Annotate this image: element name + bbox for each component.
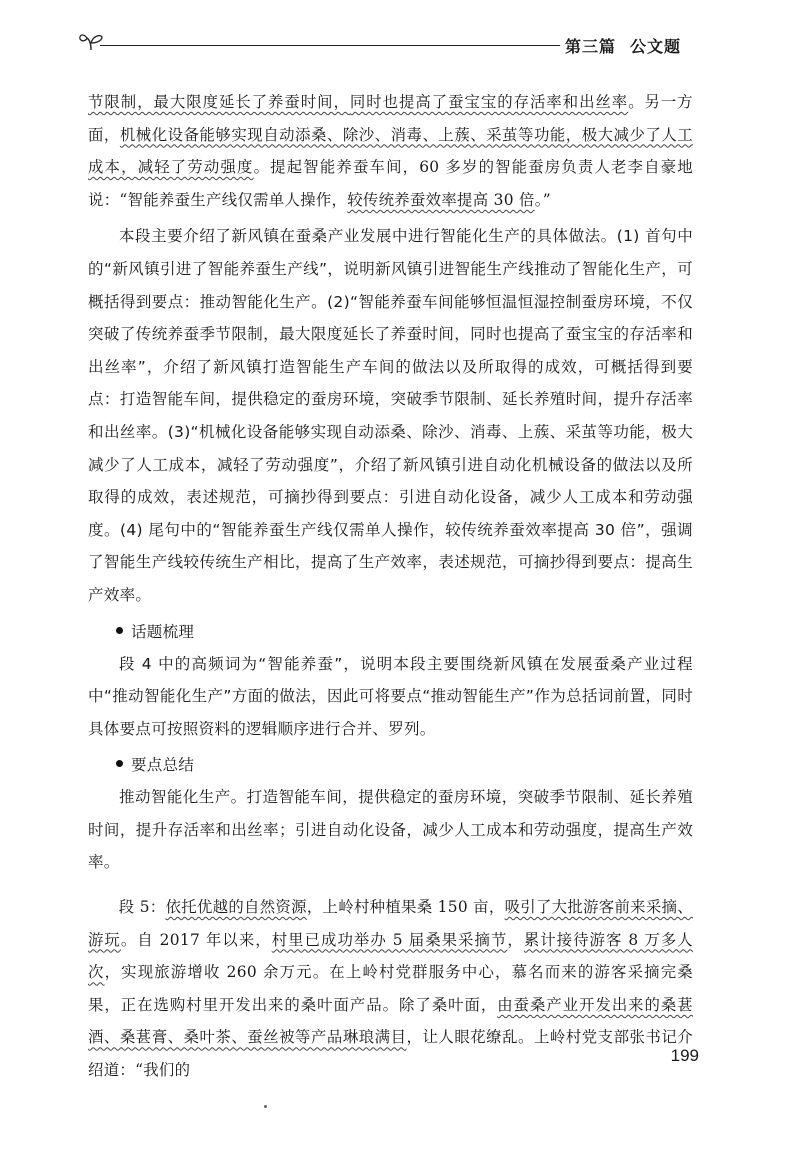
underlined-phrase: 节限制，最大限度延长了养蚕时间， [88,93,350,111]
heading-key-points: 要点总结 [116,749,693,781]
paragraph-topic-sorting: 段 4 中的高频词为“智能养蚕”，说明本段主要围绕新风镇在发展蚕桑产业过程中“推动智能化生产”方面的做法，因此可将要点“推动智能生产”作为总括词前置，同时具体要点可按照资料的逻辑顺序进行合并、罗列。 [88,654,693,738]
underlined-phrase: 机械化设备能够实现自动添桑、除沙、消毒、上蔟、采茧等功能，极大减少了人工成本， [88,125,693,177]
header-section: 第三篇 [565,37,617,56]
underlined-phrase: 累计接待游客 8 万多人次 [88,930,693,982]
bullet-icon [116,627,123,634]
underlined-phrase: 村里已成功举办 5 届桑果采摘节 [271,930,508,949]
paragraph-analysis: 本段主要介绍了新风镇在蚕桑产业发展中进行智能化生产的具体做法。(1) 首句中的“新风镇引进了智能养蚕生产线”，说明新风镇引进智能生产线推动了智能化生产，可概括得到要点：推动智能化生产。(2)“智能养蚕车间能够恒温恒湿控制蚕房环境，不仅突破了传统养蚕季节限制，最大限度延长了养蚕时间，同时也提高了蚕宝宝的存活率和出丝率”，介绍了新风镇打造智能生产车间的做法以及所取得的成效，可概括得到要点：打造智能车间，提供稳定的蚕房环境，突破季节限制、延长养殖时间，提升存活率和出丝率。(3)“机械化设备能够实现自动添桑、除沙、消毒、上蔟、采茧等功能，极大减少了人工成本，减轻了劳动强度”，介绍了新风镇引进自动化机械设备的做法以及所取得的成效，表述规范，可摘抄得到要点：引进自动化设备，减少人工成本和劳动强度。(4) 尾句中的“智能养蚕生产线仅需单人操作，较传统养蚕效率提高 30 倍”，强调了智能生产线较传统生产相比，提高了生产效率，表述规范，可摘抄得到要点：提高生产效率。 [88,227,693,604]
scan-speck [264,1105,267,1108]
page-number: 199 [670,1046,699,1065]
heading-topic-sorting: 话题梳理 [116,616,693,648]
header-rule [100,45,560,46]
header-subject: 公文题 [630,37,682,56]
bullet-icon [116,760,123,767]
paragraph-material-4-continued: 节限制，最大限度延长了养蚕时间，同时也提高了蚕宝宝的存活率和出丝率。另一方面，机械化设备能够实现自动添桑、除沙、消毒、上蔟、采茧等功能，极大减少了人工成本，减轻了劳动强度。提起智能养蚕车间，60 多岁的智能蚕房负责人老李自豪地说：“智能养蚕生产线仅需单人操作，较传统养蚕效率提高 30 倍。” [88,93,693,209]
running-header [565,34,695,57]
underlined-phrase: 吸引了大批游客前来采摘、游玩 [88,898,693,949]
underlined-phrase: 较传统养蚕效率提高 30 倍 [347,190,535,209]
underlined-phrase: 由蚕桑产业开发出来的桑葚酒、桑葚膏、桑叶茶、蚕丝被等产品琳琅满目 [88,995,693,1047]
paragraph-key-points: 推动智能化生产。打造智能车间，提供稳定的蚕房环境，突破季节限制、延长养殖时间，提升存活率和出丝率；引进自动化设备，减少人工成本和劳动强度，提高生产效率。 [88,788,693,872]
paragraph-material-5: 段 5：依托优越的自然资源，上岭村种植果桑 150 亩，吸引了大批游客前来采摘、游玩。自 2017 年以来，村里已成功举办 5 届桑果采摘节，累计接待游客 8 万多人次，实现旅游增收 260 余万元。在上岭村党群服务中心，慕名而来的游客采摘完桑果，正在选购村里开发出来的桑叶面产品。除了桑叶面，由蚕桑产业开发出来的桑葚酒、桑葚膏、桑叶茶、蚕丝被等产品琳琅满目，让人眼花缭乱。上岭村党支部张书记介绍道：“我们的 [88,898,693,1080]
page-content [88,86,693,1087]
sprout-icon [78,30,104,52]
underlined-phrase: 同时也提高了蚕宝宝的存活率和出丝率 [349,93,629,111]
underlined-phrase: 减轻了劳动强度 [137,158,254,177]
underlined-phrase: 依托优越的自然资源 [165,898,307,917]
